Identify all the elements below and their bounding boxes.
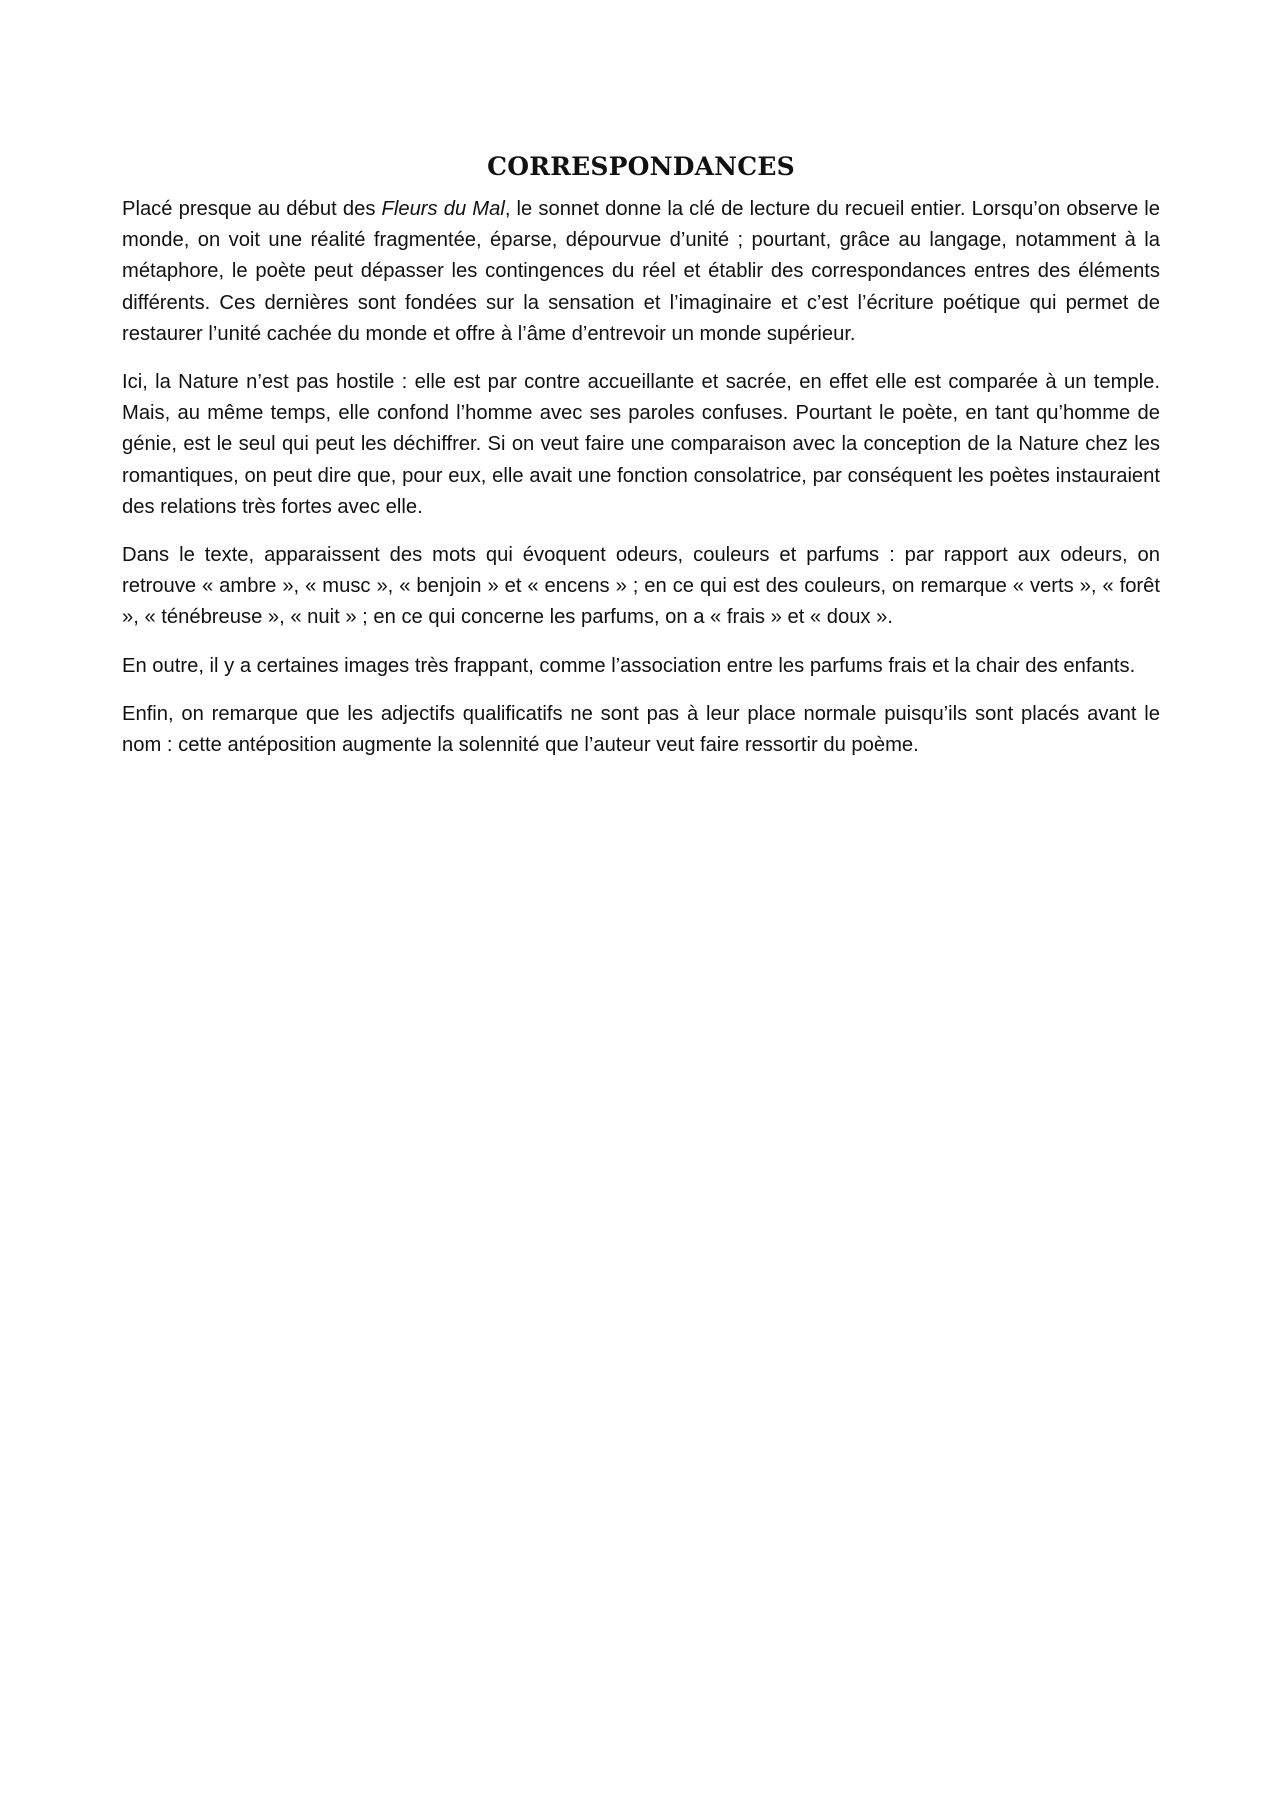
- paragraph-senses: Dans le texte, apparaissent des mots qui évoquent odeurs, couleurs et parfums : par rapport aux odeurs, on retrouve « ambre », « musc », « benjoin » et « encens » ; en ce qui est des couleurs, on remarque « verts », « forêt », « ténébreuse », « nuit » ; en ce qui concerne les parfums, on a « frais » et « doux ».: [122, 544, 1160, 629]
- document-body: [122, 150, 1160, 778]
- document-title: CORRESPONDANCES: [487, 152, 795, 181]
- paragraph-adjectives: Enfin, on remarque que les adjectifs qualificatifs ne sont pas à leur place normale puisqu’ils sont placés avant le nom : cette antéposition augmente la solennité que l’auteur veut faire ressortir du poème.: [122, 702, 1160, 757]
- paragraph-intro: [122, 194, 1160, 350]
- paragraph-text: Placé presque au début des: [122, 198, 382, 220]
- paragraph-nature: Ici, la Nature n’est pas hostile : elle est par contre accueillante et sacrée, en effet elle est comparée à un temple. Mais, au même temps, elle confond l’homme avec ses paroles confuses. Pourtant le poète, en tant qu’homme de génie, est le seul qui peut les déchiffrer. Si on veut faire une comparaison avec la conception de la Nature chez les romantiques, on peut dire que, pour eux, elle avait une fonction consolatrice, par conséquent les poètes instauraient des relations très fortes avec elle.: [122, 371, 1160, 518]
- book-title-italic: Fleurs du Mal: [381, 198, 505, 220]
- paragraph-images: En outre, il y a certaines images très frappant, comme l’association entre les parfums frais et la chair des enfants.: [122, 654, 1136, 677]
- paragraph-text: , le sonnet donne la clé de lecture du recueil entier. Lorsqu’on observe le monde, on voit une réalité fragmentée, éparse, dépourvue d’unité ; pourtant, grâce au langage, notamment à la métaphore, le poète peut dépasser les contingences du réel et établir des correspondances entres des éléments différents. Ces dernières sont fondées sur la sensation et l’imaginaire et c’est l’écriture poétique qui permet de restaurer l’unité cachée du monde et offre à l’âme d’entrevoir un monde supérieur.: [122, 198, 1160, 345]
